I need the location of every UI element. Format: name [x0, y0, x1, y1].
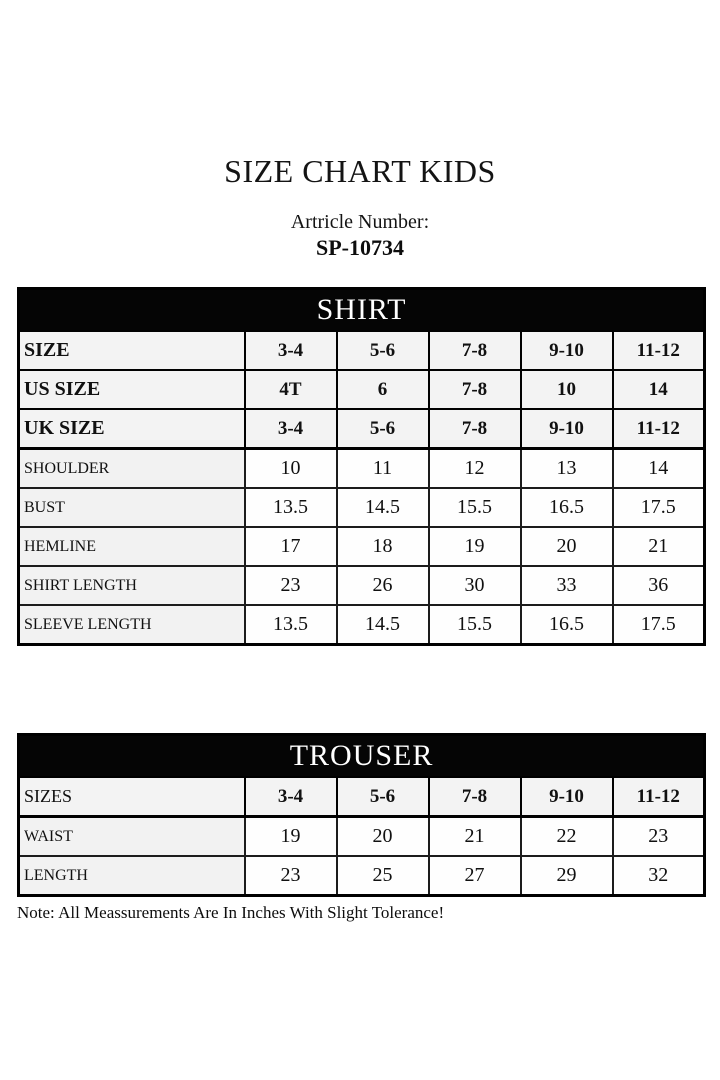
cell-value: 5-6	[337, 331, 429, 370]
cell-value: 11-12	[613, 777, 705, 817]
cell-value: 23	[613, 817, 705, 857]
cell-value: 10	[245, 449, 337, 489]
table-header-row	[19, 289, 705, 332]
cell-value: 19	[429, 527, 521, 566]
cell-value: 27	[429, 856, 521, 896]
cell-value: 15.5	[429, 488, 521, 527]
cell-value: 21	[613, 527, 705, 566]
cell-value: 14.5	[337, 488, 429, 527]
table-row	[19, 331, 705, 370]
cell-value: 36	[613, 566, 705, 605]
row-label: UK SIZE	[19, 409, 245, 449]
cell-value: 19	[245, 817, 337, 857]
cell-value: 21	[429, 817, 521, 857]
cell-value: 3-4	[245, 409, 337, 449]
row-label: SHOULDER	[19, 449, 245, 489]
cell-value: 32	[613, 856, 705, 896]
cell-value: 20	[521, 527, 613, 566]
cell-value: 5-6	[337, 777, 429, 817]
cell-value: 7-8	[429, 777, 521, 817]
cell-value: 14.5	[337, 605, 429, 645]
trouser-size-table	[17, 733, 706, 897]
row-label: HEMLINE	[19, 527, 245, 566]
table-row	[19, 856, 705, 896]
row-label: SIZE	[19, 331, 245, 370]
cell-value: 6	[337, 370, 429, 409]
cell-value: 15.5	[429, 605, 521, 645]
cell-value: 3-4	[245, 777, 337, 817]
table-row	[19, 370, 705, 409]
cell-value: 11-12	[613, 409, 705, 449]
cell-value: 3-4	[245, 331, 337, 370]
article-number: SP-10734	[316, 235, 404, 260]
cell-value: 14	[613, 370, 705, 409]
cell-value: 23	[245, 566, 337, 605]
cell-value: 12	[429, 449, 521, 489]
cell-value: 11-12	[613, 331, 705, 370]
table-row	[19, 817, 705, 857]
table-row	[19, 449, 705, 489]
table-row	[19, 488, 705, 527]
page-title: SIZE CHART KIDS	[224, 153, 496, 189]
cell-value: 13.5	[245, 605, 337, 645]
cell-value: 25	[337, 856, 429, 896]
cell-value: 7-8	[429, 409, 521, 449]
note-text: Note: All Meassurements Are In Inches With Slight Tolerance!	[17, 903, 445, 922]
table-row	[19, 409, 705, 449]
cell-value: 23	[245, 856, 337, 896]
trouser-table-header: TROUSER	[19, 735, 705, 778]
cell-value: 20	[337, 817, 429, 857]
cell-value: 10	[521, 370, 613, 409]
shirt-table-header: SHIRT	[19, 289, 705, 332]
cell-value: 13.5	[245, 488, 337, 527]
cell-value: 9-10	[521, 331, 613, 370]
shirt-size-table	[17, 287, 706, 646]
cell-value: 29	[521, 856, 613, 896]
cell-value: 11	[337, 449, 429, 489]
cell-value: 14	[613, 449, 705, 489]
table-header-row	[19, 735, 705, 778]
row-label: SHIRT LENGTH	[19, 566, 245, 605]
cell-value: 26	[337, 566, 429, 605]
table-row	[19, 777, 705, 817]
cell-value: 18	[337, 527, 429, 566]
row-label: SLEEVE LENGTH	[19, 605, 245, 645]
cell-value: 7-8	[429, 370, 521, 409]
row-label: BUST	[19, 488, 245, 527]
cell-value: 17.5	[613, 488, 705, 527]
table-row	[19, 527, 705, 566]
table-row	[19, 605, 705, 645]
row-label: WAIST	[19, 817, 245, 857]
article-number-label: Artricle Number:	[290, 211, 430, 233]
cell-value: 4T	[245, 370, 337, 409]
cell-value: 30	[429, 566, 521, 605]
cell-value: 16.5	[521, 605, 613, 645]
cell-value: 9-10	[521, 409, 613, 449]
cell-value: 9-10	[521, 777, 613, 817]
cell-value: 5-6	[337, 409, 429, 449]
cell-value: 16.5	[521, 488, 613, 527]
cell-value: 17	[245, 527, 337, 566]
row-label: SIZES	[19, 777, 245, 817]
cell-value: 33	[521, 566, 613, 605]
cell-value: 13	[521, 449, 613, 489]
row-label: US SIZE	[19, 370, 245, 409]
row-label: LENGTH	[19, 856, 245, 896]
cell-value: 22	[521, 817, 613, 857]
table-row	[19, 566, 705, 605]
cell-value: 7-8	[429, 331, 521, 370]
cell-value: 17.5	[613, 605, 705, 645]
